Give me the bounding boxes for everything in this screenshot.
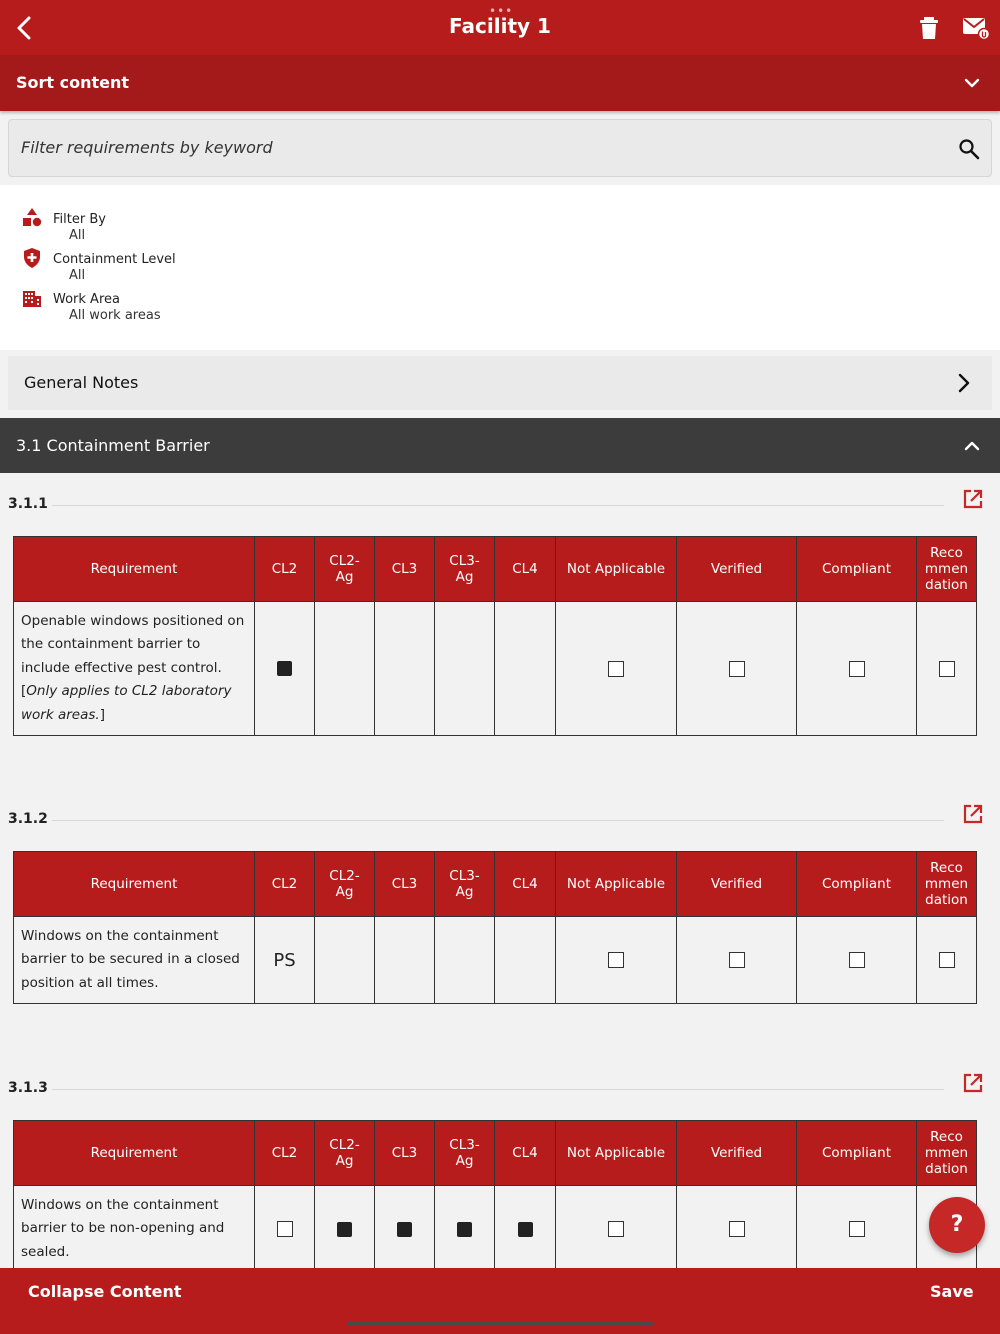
divider (52, 1089, 944, 1090)
column-header: CL3- Ag (435, 537, 495, 602)
home-indicator (347, 1321, 653, 1326)
column-header: CL4 (495, 852, 556, 917)
table-header-row (14, 1121, 977, 1186)
containment-level-value: All (69, 268, 86, 283)
check-cell (556, 1186, 677, 1273)
table-row (14, 602, 977, 736)
general-notes-row[interactable] (8, 356, 992, 410)
compliant-checkbox[interactable] (849, 952, 865, 968)
check-cell (556, 602, 677, 736)
compliant-checkbox[interactable] (849, 661, 865, 677)
sort-content-label: Sort content (16, 73, 130, 92)
external-link-icon[interactable] (962, 1072, 984, 1094)
check-cell (917, 602, 977, 736)
level-cell (435, 1186, 495, 1273)
requirement-text-cell (14, 1186, 255, 1273)
requirement-number: 3.1.3 (8, 1080, 48, 1096)
collapse-content-button[interactable]: Collapse Content (28, 1282, 182, 1301)
column-header: Reco mmen dation (917, 1121, 977, 1186)
check-cell (556, 917, 677, 1004)
column-header: CL2- Ag (315, 1121, 375, 1186)
filter-by-value: All (69, 228, 86, 243)
verified-checkbox[interactable] (729, 1221, 745, 1237)
requirement-text-cell: Openable windows positioned on the containment barrier to include effective pest control. [Only applies to CL2 laboratory work areas.] (14, 602, 255, 736)
compliant-checkbox[interactable] (849, 1221, 865, 1237)
level-applicable-marker (457, 1222, 472, 1237)
level-cell (435, 917, 495, 1004)
column-header: CL3- Ag (435, 852, 495, 917)
requirement-number: 3.1.1 (8, 496, 48, 512)
check-cell (677, 602, 797, 736)
column-header: Compliant (797, 852, 917, 917)
check-cell (677, 917, 797, 1004)
check-cell (797, 602, 917, 736)
external-link-icon[interactable] (962, 803, 984, 825)
level-code: PS (273, 949, 296, 971)
requirement-table (13, 851, 977, 1004)
filter-by-label: Filter By (53, 212, 106, 227)
check-cell (677, 1186, 797, 1273)
containment-level-label: Containment Level (53, 252, 176, 267)
search-icon[interactable] (957, 137, 981, 161)
divider (52, 820, 944, 821)
table-row (14, 917, 977, 1004)
table-header-row (14, 852, 977, 917)
column-header: Verified (677, 537, 797, 602)
column-header: CL3 (375, 1121, 435, 1186)
column-header: Reco mmen dation (917, 537, 977, 602)
column-header: CL2 (255, 1121, 315, 1186)
column-header: Requirement (14, 852, 255, 917)
not-applicable-checkbox[interactable] (608, 1221, 624, 1237)
column-header: Requirement (14, 537, 255, 602)
not-applicable-checkbox[interactable] (608, 661, 624, 677)
requirement-number: 3.1.2 (8, 811, 48, 827)
level-cell (315, 1186, 375, 1273)
not-applicable-checkbox[interactable] (608, 952, 624, 968)
save-button[interactable]: Save (930, 1282, 974, 1301)
recommendation-checkbox[interactable] (939, 661, 955, 677)
level-applicable-marker (397, 1222, 412, 1237)
section-header[interactable] (0, 418, 1000, 473)
requirement-table (13, 1120, 977, 1273)
requirement-table (13, 536, 977, 736)
column-header: CL3 (375, 852, 435, 917)
section-title: 3.1 Containment Barrier (16, 436, 210, 455)
page-title: Facility 1 (449, 14, 551, 38)
level-cell (435, 602, 495, 736)
level-applicable-marker (277, 661, 292, 676)
requirement-note: Only applies to CL2 laboratory work areas. (21, 683, 232, 723)
level-applicable-marker (337, 1222, 352, 1237)
check-cell (797, 1186, 917, 1273)
level-cell (255, 1186, 315, 1273)
recommendation-checkbox[interactable] (939, 952, 955, 968)
column-header: Not Applicable (556, 852, 677, 917)
sort-content-bar[interactable] (0, 55, 1000, 111)
requirement-text: Openable windows positioned on the containment barrier to include effective pest control. (21, 613, 245, 676)
column-header: Compliant (797, 1121, 917, 1186)
level-cell (495, 917, 556, 1004)
table-row (14, 1186, 977, 1273)
building-icon (22, 288, 42, 308)
level-applicable-marker (518, 1222, 533, 1237)
search-placeholder: Filter requirements by keyword (21, 138, 273, 157)
requirement-text: Windows on the containment barrier to be non-opening and sealed. (21, 1197, 225, 1260)
level-checkbox[interactable] (277, 1221, 293, 1237)
chevron-up-icon[interactable] (962, 438, 982, 454)
level-cell (375, 917, 435, 1004)
column-header: Reco mmen dation (917, 852, 977, 917)
verified-checkbox[interactable] (729, 661, 745, 677)
check-cell (917, 917, 977, 1004)
table-header-row (14, 537, 977, 602)
level-cell (255, 917, 315, 1004)
column-header: CL2 (255, 537, 315, 602)
check-cell (797, 917, 917, 1004)
top-bar (0, 0, 1000, 55)
column-header: Not Applicable (556, 537, 677, 602)
requirement-text-cell (14, 917, 255, 1004)
column-header: CL2- Ag (315, 852, 375, 917)
column-header: CL3- Ag (435, 1121, 495, 1186)
general-notes-label: General Notes (24, 373, 139, 392)
column-header: CL4 (495, 537, 556, 602)
column-header: Compliant (797, 537, 917, 602)
level-cell (375, 602, 435, 736)
external-link-icon[interactable] (962, 488, 984, 510)
column-header: Requirement (14, 1121, 255, 1186)
work-area-value: All work areas (69, 308, 161, 323)
verified-checkbox[interactable] (729, 952, 745, 968)
divider (52, 505, 944, 506)
column-header: Verified (677, 1121, 797, 1186)
trash-icon[interactable] (918, 16, 940, 40)
level-cell (495, 602, 556, 736)
column-header: CL4 (495, 1121, 556, 1186)
column-header: Not Applicable (556, 1121, 677, 1186)
requirement-text: Windows on the containment barrier to be secured in a closed position at all times. (21, 928, 240, 991)
work-area-label: Work Area (53, 292, 120, 307)
window-dots[interactable]: ••• (489, 4, 514, 18)
search-input[interactable] (8, 119, 992, 177)
shield-icon (22, 248, 42, 268)
column-header: CL2- Ag (315, 537, 375, 602)
mail-attachment-icon[interactable] (962, 16, 990, 40)
level-cell (255, 602, 315, 736)
level-cell (495, 1186, 556, 1273)
chevron-right-icon (956, 371, 972, 395)
column-header: Verified (677, 852, 797, 917)
level-cell (315, 602, 375, 736)
column-header: CL2 (255, 852, 315, 917)
help-button[interactable]: ? (929, 1197, 985, 1253)
chevron-down-icon[interactable] (962, 75, 982, 91)
level-cell (375, 1186, 435, 1273)
level-cell (315, 917, 375, 1004)
column-header: CL3 (375, 537, 435, 602)
filters-panel (0, 185, 1000, 350)
shapes-icon (22, 208, 42, 228)
